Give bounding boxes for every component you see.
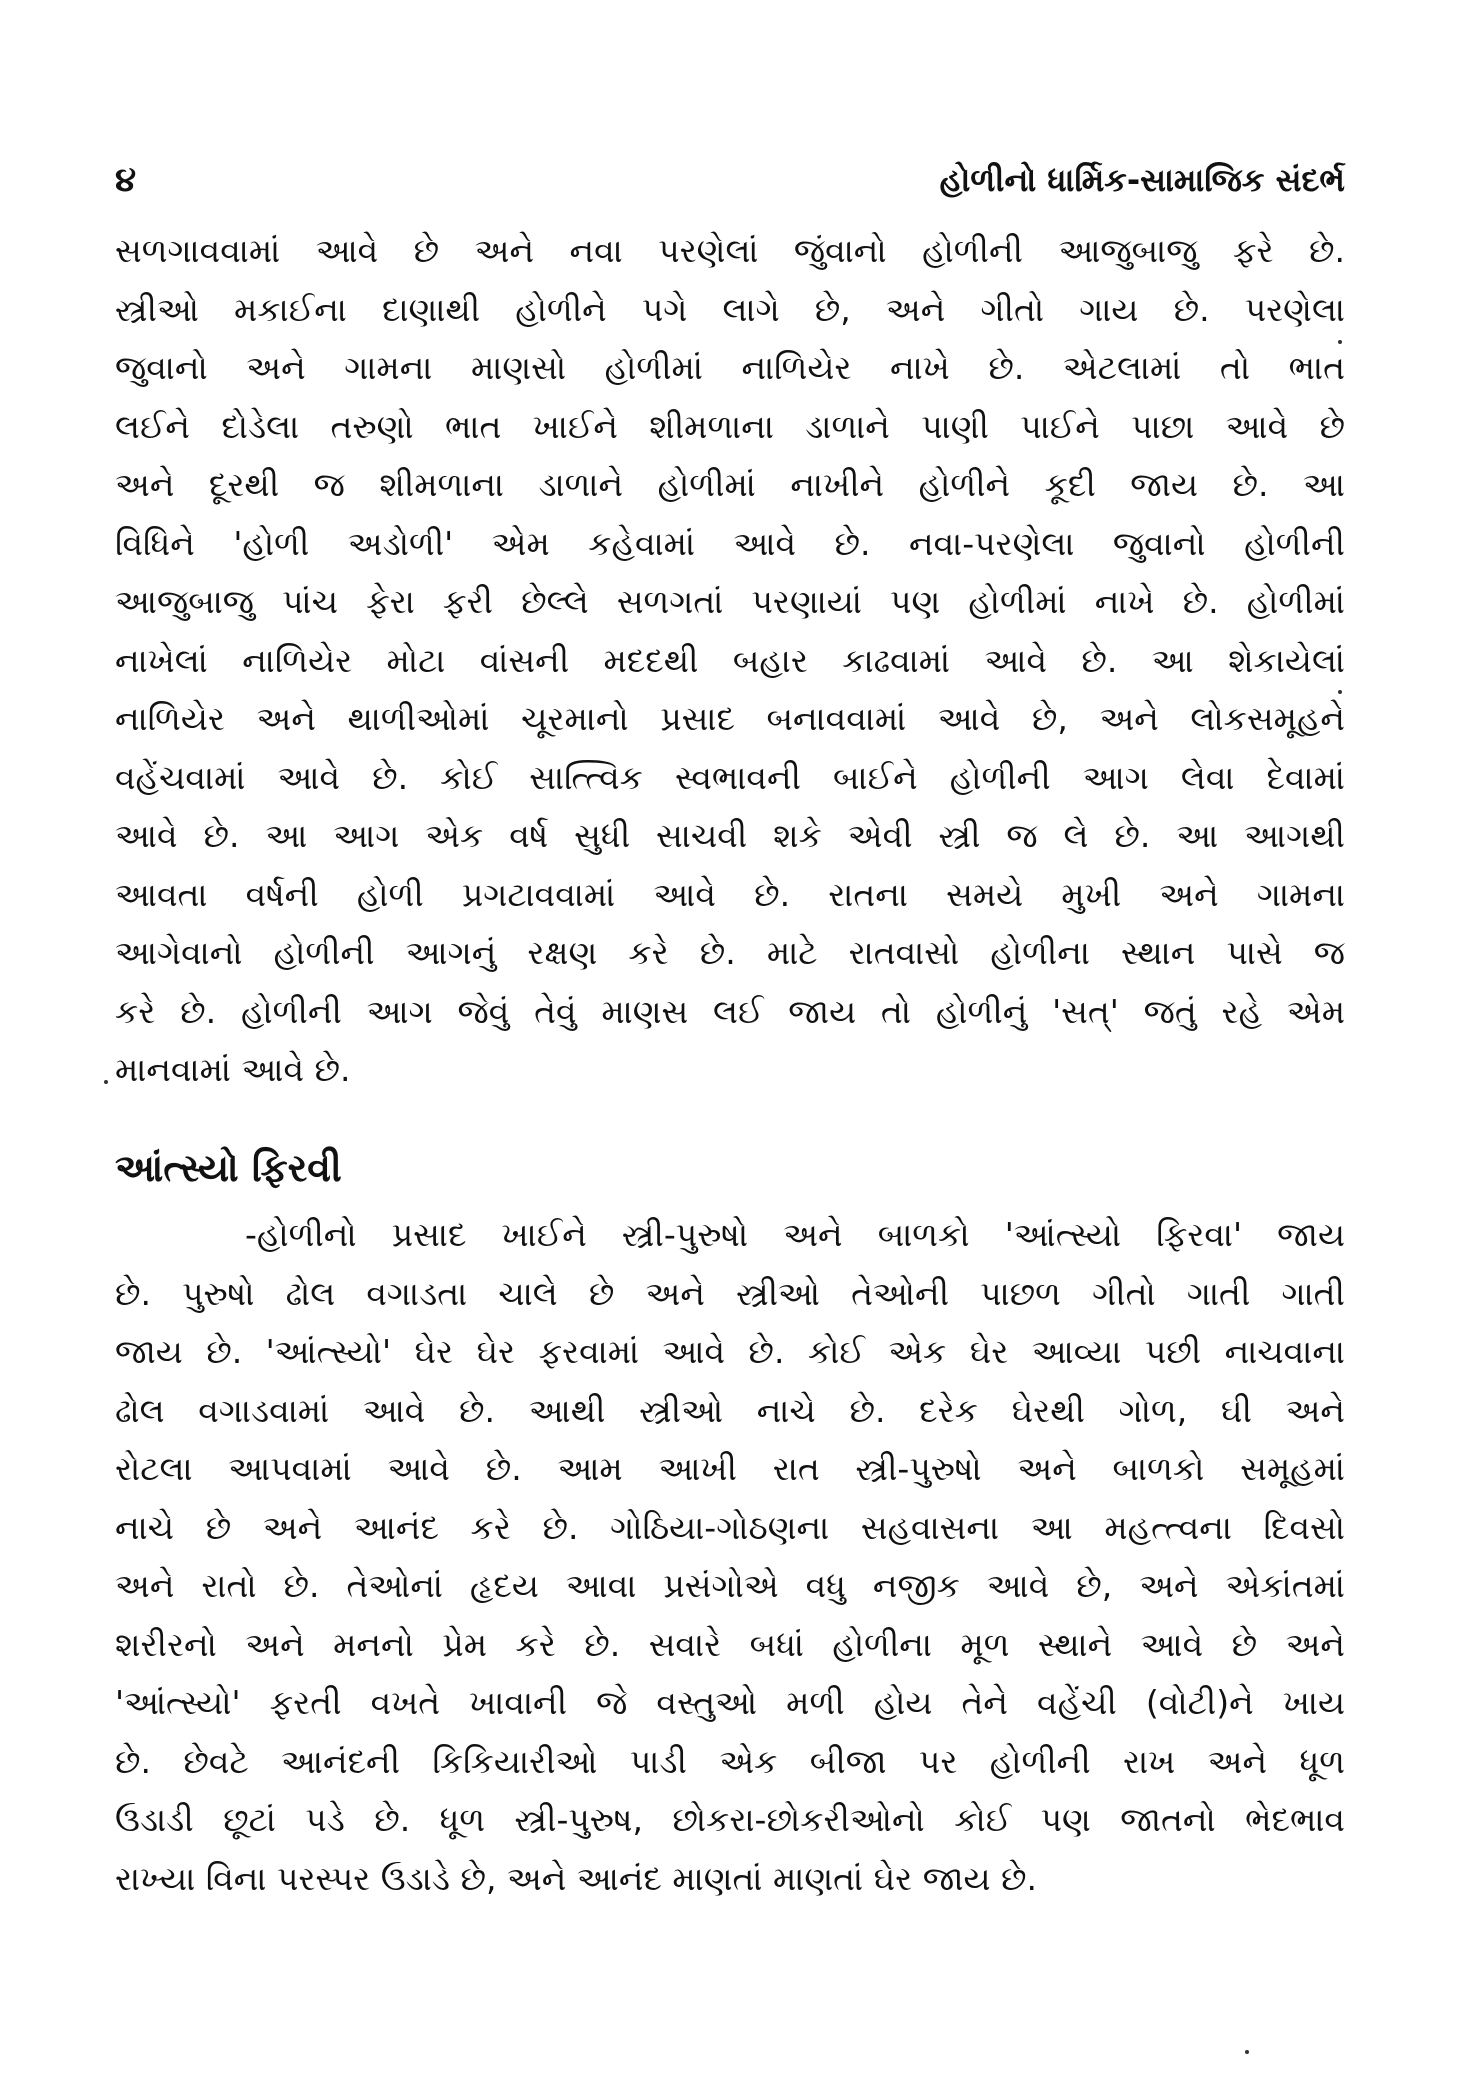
scan-speck <box>104 1080 108 1084</box>
page-number: ૪ <box>115 160 137 200</box>
paragraph-line: અને રાતો છે. તેઓનાં હૃદય આવા પ્રસંગોએ વધુ નજીક આવે છે, અને એકાંતમાં <box>115 1566 1345 1605</box>
paragraph-line: આવે છે. આ આગ એક વર્ષ સુધી સાચવી શકે એવી સ્ત્રી જ લે છે. આ આગથી <box>115 816 1345 855</box>
section-heading: આંત્સ્યો ફિરવી <box>115 1146 342 1190</box>
paragraph-2 <box>115 1206 1345 1908</box>
paragraph-line: રોટલા આપવામાં આવે છે. આમ આખી રાત સ્ત્રી-પુરુષો અને બાળકો સમૂહમાં <box>115 1449 1345 1488</box>
paragraph-line: આજુબાજુ પાંચ ફેરા ફરી છેલ્લે સળગતાં પરણાયાં પણ હોળીમાં નાખે છે. હોળીમાં <box>115 582 1345 621</box>
scan-speck <box>1245 2050 1249 2054</box>
paragraph-line: જાય છે. 'આંત્સ્યો' ઘેર ઘેર ફરવામાં આવે છે. કોઈ એક ઘેર આવ્યા પછી નાચવાના <box>115 1332 1345 1371</box>
paragraph-line: જુવાનો અને ગામના માણસો હોળીમાં નાળિયેર નાખે છે. એટલામાં તો ભાત <box>115 348 1345 387</box>
scan-speck <box>1338 340 1342 344</box>
paragraph-1 <box>115 222 1345 1100</box>
paragraph-line: રાખ્યા વિના પરસ્પર ઉડાડે છે, અને આનંદ માણતાં માણતાં ઘેર જાય છે. <box>115 1858 1037 1898</box>
paragraph-line: વહેંચવામાં આવે છે. કોઈ સાત્ત્વિક સ્વભાવની બાઈને હોળીની આગ લેવા દેવામાં <box>115 757 1345 797</box>
paragraph-line: 'આંત્સ્યો' ફરતી વખતે ખાવાની જે વસ્તુઓ મળી હોય તેને વહેંચી (વોટી)ને ખાય <box>115 1683 1345 1722</box>
paragraph-line: માનવામાં આવે છે. <box>115 1050 351 1089</box>
page-header <box>115 150 1345 210</box>
paragraph-line: ઢોલ વગાડવામાં આવે છે. આથી સ્ત્રીઓ નાચે છે. દરેક ઘેરથી ગોળ, ઘી અને <box>115 1390 1345 1430</box>
paragraph-line: નાચે છે અને આનંદ કરે છે. ગોઠિયા-ગોઠણના સહવાસના આ મહત્ત્વના દિવસો <box>115 1507 1345 1547</box>
paragraph-line: વિધિને 'હોળી અડોળી' એમ કહેવામાં આવે છે. નવા-પરણેલા જુવાનો હોળીની <box>115 523 1345 563</box>
paragraph-line: ઉડાડી છૂટાં પડે છે. ધૂળ સ્ત્રી-પુરુષ, છોકરા-છોકરીઓનો કોઈ પણ જાતનો ભેદભાવ <box>115 1800 1345 1839</box>
paragraph-line: અને દૂરથી જ શીમળાના ડાળાને હોળીમાં નાખીને હોળીને કૂદી જાય છે. આ <box>115 465 1345 504</box>
paragraph-line: શરીરનો અને મનનો પ્રેમ કરે છે. સવારે બધાં હોળીના મૂળ સ્થાને આવે છે અને <box>115 1624 1345 1664</box>
paragraph-line: લઈને દોડેલા તરુણો ભાત ખાઈને શીમળાના ડાળાને પાણી પાઈને પાછા આવે છે <box>115 406 1345 446</box>
paragraph-line: છે. પુરુષો ઢોલ વગાડતા ચાલે છે અને સ્ત્રીઓ તેઓની પાછળ ગીતો ગાતી ગાતી <box>115 1273 1345 1313</box>
paragraph-line: નાળિયેર અને થાળીઓમાં ચૂરમાનો પ્રસાદ બનાવવામાં આવે છે, અને લોકસમૂહને <box>115 699 1345 738</box>
paragraph-line: આગેવાનો હોળીની આગનું રક્ષણ કરે છે. માટે રાતવાસો હોળીના સ્થાન પાસે જ <box>115 933 1345 972</box>
paragraph-line: આવતા વર્ષની હોળી પ્રગટાવવામાં આવે છે. રાતના સમયે મુખી અને ગામના <box>115 874 1345 914</box>
paragraph-line: સળગાવવામાં આવે છે અને નવા પરણેલાં જુંવાનો હોળીની આજુબાજુ ફરે છે. <box>115 231 1345 270</box>
paragraph-line: નાખેલાં નાળિયેર મોટા વાંસની મદદથી બહાર કાઢવામાં આવે છે. આ શેકાયેલાં <box>115 640 1345 680</box>
paragraph-line: સ્ત્રીઓ મકાઈના દાણાથી હોળીને પગે લાગે છે, અને ગીતો ગાય છે. પરણેલા <box>115 289 1345 329</box>
paragraph-line: છે. છેવટે આનંદની કિકિયારીઓ પાડી એક બીજા પર હોળીની રાખ અને ધૂળ <box>115 1741 1345 1781</box>
scan-speck <box>1338 690 1342 694</box>
paragraph-line: કરે છે. હોળીની આગ જેવું તેવું માણસ લઈ જાય તો હોળીનું 'સત્' જતું રહે એમ <box>115 991 1345 1031</box>
running-title: હોળીનો ધાર્મિક-સામાજિક સંદર્ભ <box>939 161 1345 199</box>
paragraph-line: -હોળીનો પ્રસાદ ખાઈને સ્ત્રી-પુરુષો અને બાળકો 'આંત્સ્યો ફિરવા' જાય <box>245 1215 1345 1254</box>
